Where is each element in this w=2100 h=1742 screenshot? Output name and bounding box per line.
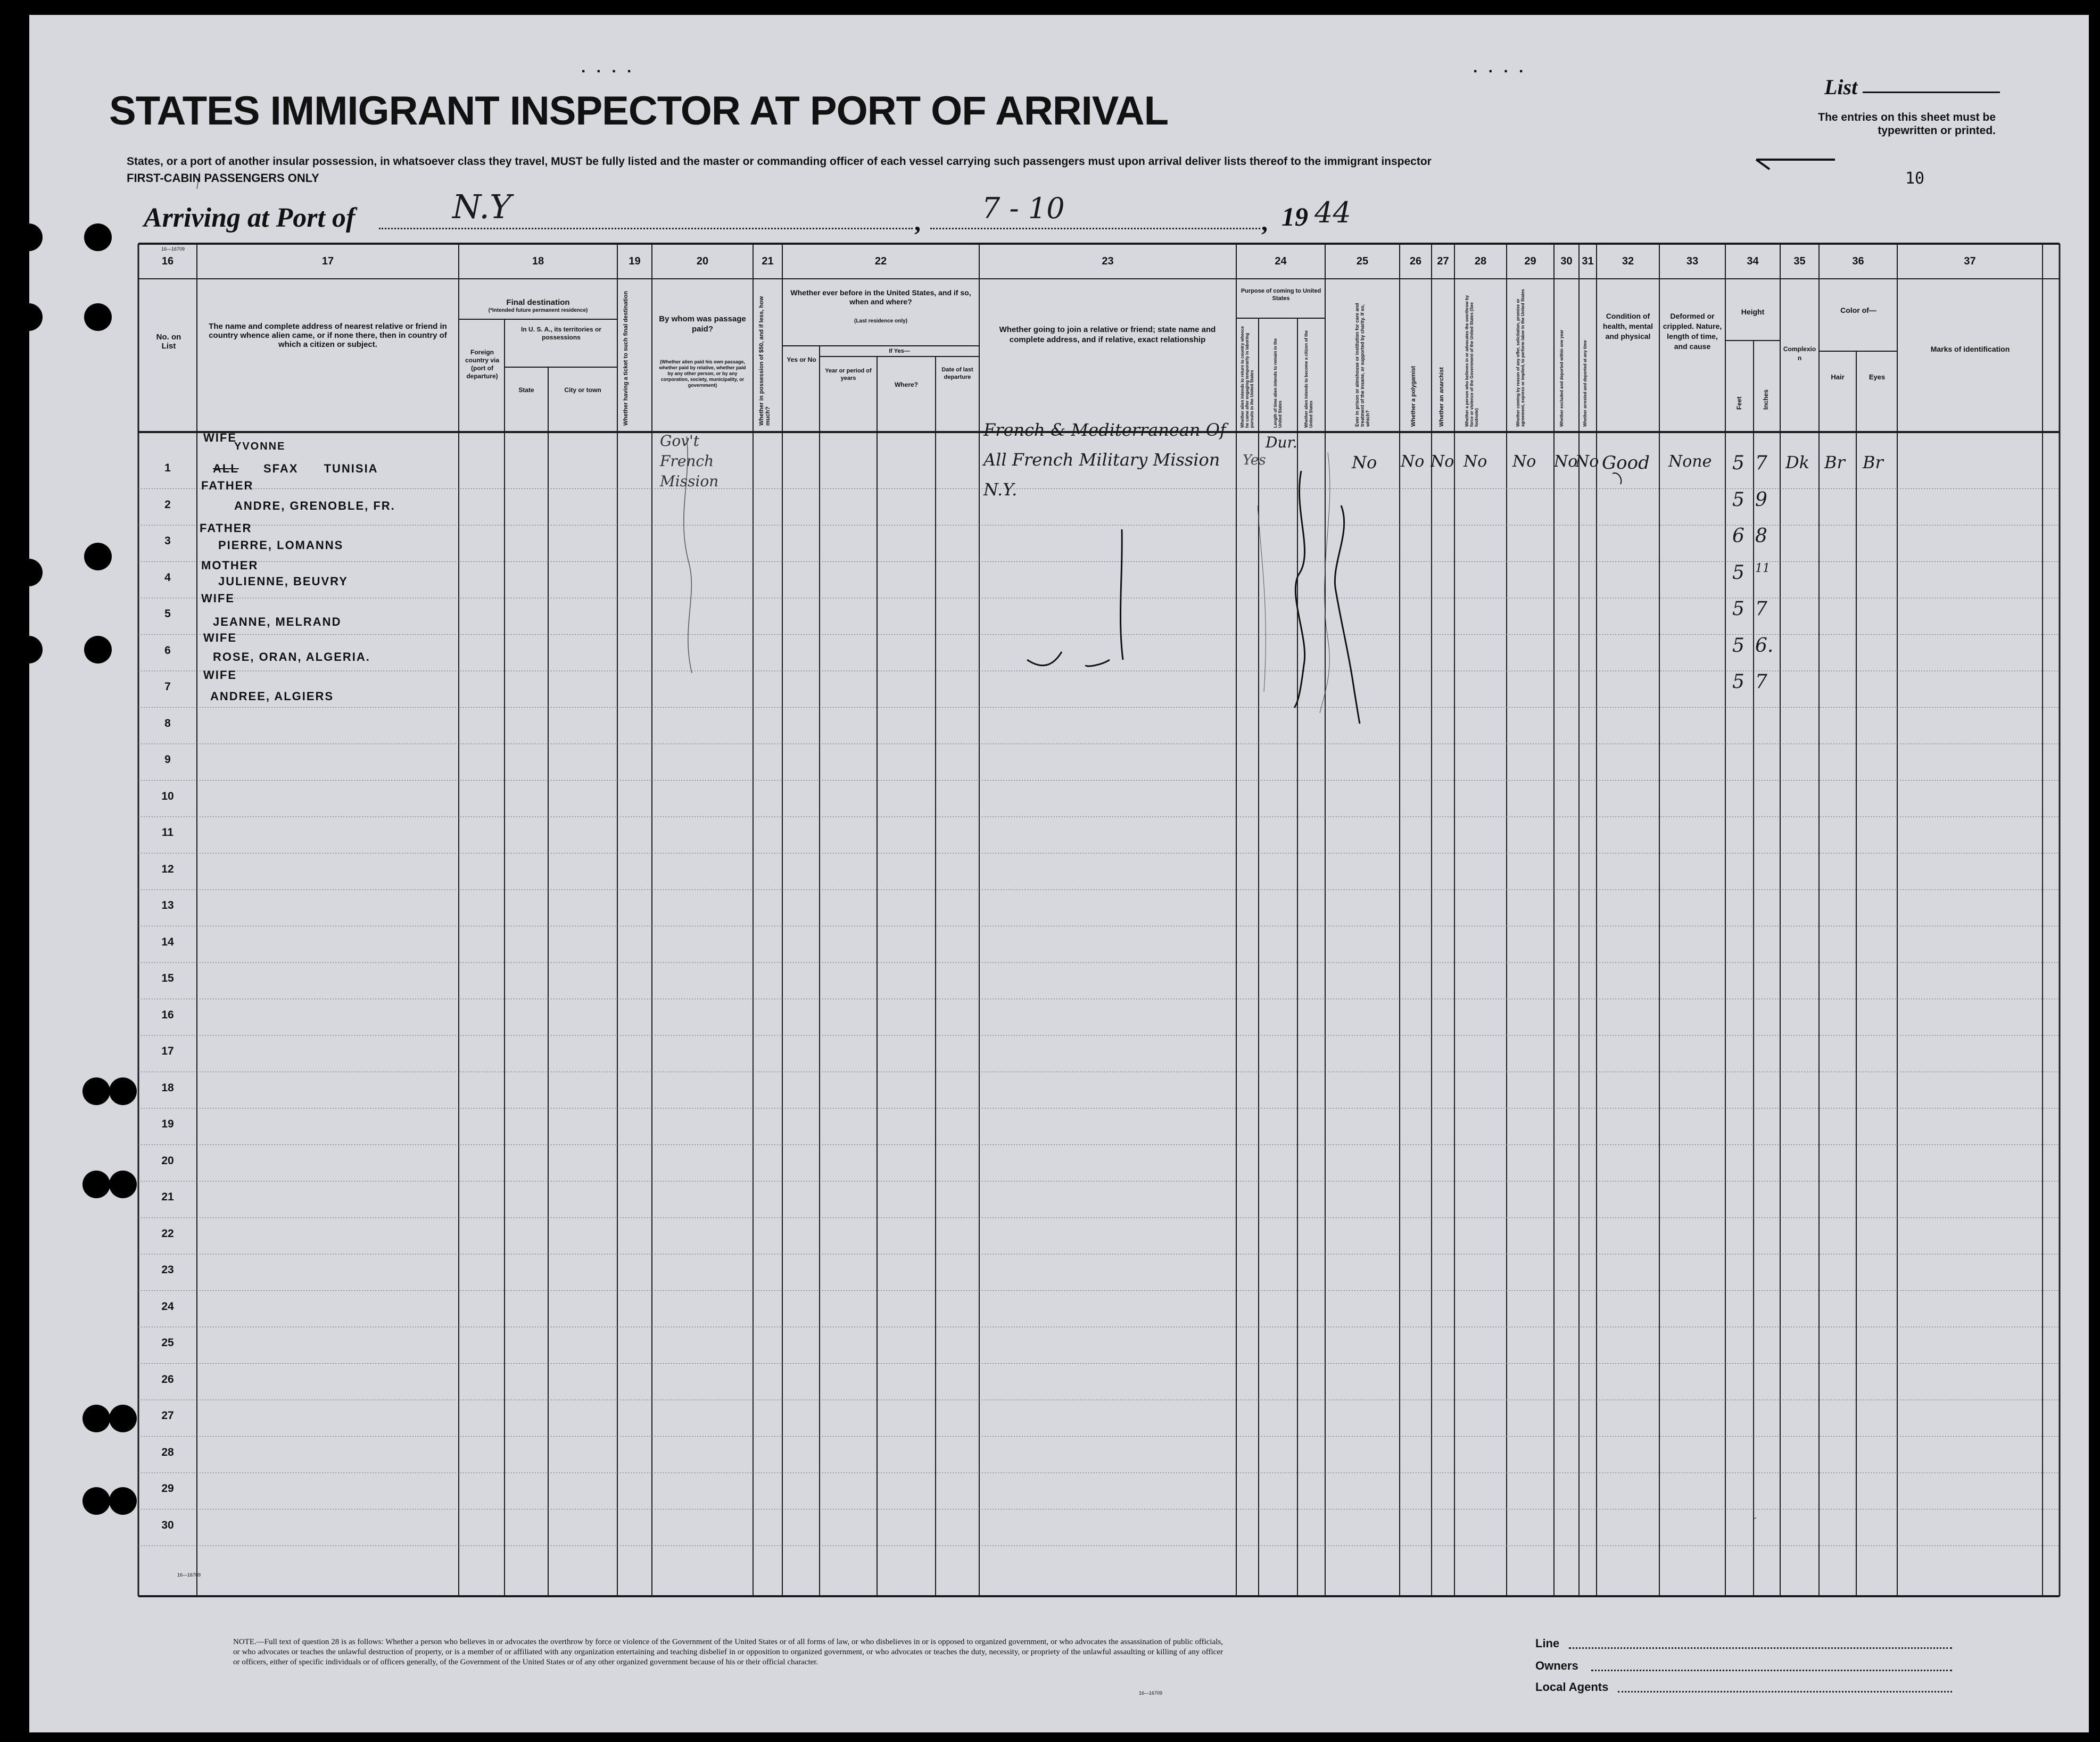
row-number: 16	[161, 1008, 174, 1021]
footer-agents-label: Local Agents	[1535, 1680, 1609, 1694]
row-number: 5	[164, 608, 171, 620]
row-number: 20	[161, 1154, 174, 1167]
row-number: 28	[161, 1446, 174, 1458]
comma: ,	[1261, 208, 1268, 236]
port-value: N.Y	[452, 187, 511, 226]
q31-value: No	[1575, 452, 1599, 471]
header-nearest-relative: The name and complete address of nearest relative or friend in country whence alien came, or if none there, then in country of which a citizen or subject.	[209, 322, 447, 349]
col-number: 18	[532, 255, 544, 267]
col-number: 29	[1524, 255, 1536, 267]
deformed-value: None	[1668, 452, 1712, 471]
date-value: 7 - 10	[982, 192, 1065, 225]
purpose-b-value: Dur.	[1266, 434, 1297, 451]
entry-1-relative: YVONNE	[234, 441, 286, 452]
col-number: 36	[1852, 255, 1864, 267]
entry-7-relation: WIFE	[203, 668, 237, 682]
row-number: 21	[161, 1191, 174, 1203]
row-number: 29	[161, 1482, 174, 1495]
height-feet: 5	[1732, 671, 1745, 693]
header-q31: Whether arrested and deported at any time	[1583, 340, 1588, 427]
q28-value: No	[1464, 452, 1487, 471]
entry-2-relation: FATHER	[201, 479, 254, 492]
header-q30: Whether excluded and deported within one year	[1559, 329, 1564, 427]
q29-value: No	[1512, 452, 1536, 471]
entry-5-relation: WIFE	[201, 592, 235, 605]
row-number: 18	[161, 1081, 174, 1094]
height-inches: 6.	[1755, 634, 1774, 657]
row-number: 22	[161, 1227, 174, 1240]
header-purpose: Purpose of coming to United States	[1241, 288, 1321, 302]
header-height: Height	[1741, 308, 1765, 316]
complexion-value: Dk	[1785, 452, 1810, 472]
height-inches: 7	[1755, 452, 1767, 474]
footer-agents-field	[1618, 1691, 1952, 1693]
col-number: 25	[1356, 255, 1369, 267]
entry-7-address: ANDREE, ALGIERS	[210, 690, 334, 703]
row-number: 3	[164, 535, 171, 547]
row-number: 27	[161, 1409, 174, 1422]
header-marks: Marks of identification	[1930, 345, 2010, 353]
header-where: Where?	[894, 381, 918, 388]
row-number: 13	[161, 899, 174, 911]
row-number: 12	[161, 862, 174, 875]
comma: ,	[914, 208, 921, 236]
form-code: 16—16709	[161, 246, 185, 252]
header-join-relative: Whether going to join a relative or friend; state name and complete address, and if relative, exact relationship	[999, 325, 1216, 344]
row-number: 8	[164, 717, 171, 729]
row-number: 23	[161, 1264, 174, 1276]
col-number: 24	[1275, 255, 1287, 267]
header-q29: Whether coming by reason of any offer, solicitation, promise or agreement, express or implied, to perform labor in the United States	[1516, 289, 1525, 427]
hair-value: Br	[1824, 452, 1845, 472]
header-ever-before-sub: (Last residence only)	[854, 318, 908, 324]
row-number: 26	[161, 1373, 174, 1386]
col-number: 37	[1964, 255, 1976, 267]
header-purpose-b: Length of time alien intends to remain in the United States	[1273, 338, 1283, 428]
header-prison: Ever in prison or almshouse or institution for care and treatment of the insane, or supported by charity. If so, which?	[1354, 303, 1370, 427]
footnote-q28: NOTE.—Full text of question 28 is as follows: Whether a person who believes in or advocates the overthrow by force or violence of the Government of the United States or of all forms of law, or who disbelieves in or is opposed to organized government, or who advocates the assassination of public officials, or who advocates or teaches the unlawful destruction of property, or is a member of or affiliated with any organization entertaining and teaching disbelief in or opposition to organized government, or who advocates or teaches the duty, necessity, or propriety of the unlawful assaulting or killing of any officer or officers, either of specific individuals or of officers generally, of the Government of the United States or of any other organized government because of his or their official character.	[233, 1638, 1223, 1666]
col-number: 19	[629, 255, 641, 267]
col-number: 30	[1560, 255, 1573, 267]
header-purpose-a: Whether alien intends to return to country whence he came after engaging temporarily in laboring pursuits in the United States	[1240, 326, 1254, 428]
form-code-bottom: 16—16709	[177, 1572, 201, 1578]
header-eyes: Eyes	[1868, 373, 1886, 381]
entries-note: The entries on this sheet must be typewritten or printed.	[1818, 111, 1996, 137]
header-color-of: Color of—	[1840, 306, 1876, 314]
col-number: 17	[321, 255, 334, 267]
header-yes-no: Yes or No	[787, 356, 816, 363]
height-inches: 7	[1755, 598, 1767, 620]
height-feet: 5	[1732, 452, 1745, 474]
header-passage-paid: By whom was passage paid?	[659, 314, 746, 334]
col-number: 32	[1622, 255, 1634, 267]
header-q28: Whether a person who believes in or advocates the overthrow by force or violence of the Government of the United States (See footnote)	[1465, 295, 1479, 427]
header-if-yes: If Yes—	[889, 348, 910, 354]
passage-paid-value: Gov't French Mission	[660, 432, 719, 490]
header-state: State	[518, 386, 534, 394]
row-number: 6	[164, 644, 171, 657]
header-complexion: Complexion	[1783, 345, 1816, 362]
header-health: Condition of health, mental and physical	[1602, 312, 1653, 341]
entry-2-address: ANDRE, GRENOBLE, FR.	[234, 499, 395, 512]
entry-6-relation: WIFE	[203, 631, 237, 644]
height-feet: 5	[1732, 598, 1745, 620]
col-number: 16	[161, 255, 174, 267]
header-inches: Inches	[1762, 389, 1770, 410]
row-number: 25	[161, 1337, 174, 1349]
header-dots: . . . .	[581, 59, 635, 76]
header-final-destination-sub: (*Intended future permanent residence)	[488, 308, 588, 313]
row-number: 30	[161, 1519, 174, 1531]
header-foreign-country: Foreign country via (port of departure)	[465, 349, 500, 380]
row-number: 7	[164, 681, 171, 693]
row-number: 24	[161, 1300, 174, 1313]
row-number: 17	[161, 1045, 174, 1057]
header-city: City or town	[564, 386, 601, 394]
col-number: 27	[1437, 255, 1449, 267]
header-possession-50: Whether in possession of $50, and if less, how much?	[758, 296, 771, 426]
header-passage-paid-sub: (Whether alien paid his own passage, whether paid by relative, whether paid by any other person, or by any corporation, society, municipality, or government)	[659, 359, 746, 388]
header-polygamist: Whether a polygamist	[1410, 366, 1417, 427]
header-purpose-c: Whether alien intends to become a citizen of the United States	[1304, 330, 1313, 428]
height-inches: 7	[1755, 671, 1767, 693]
header-in-usa: In U. S. A., its territories or possessions	[521, 326, 601, 341]
header-dots: . . . .	[1473, 59, 1527, 76]
header-final-destination: Final destination	[506, 298, 570, 307]
entry-5-address: JEANNE, MELRAND	[213, 615, 342, 628]
col-number: 23	[1102, 255, 1114, 267]
page-number: 10	[1905, 169, 1925, 188]
col-number: 26	[1409, 255, 1422, 267]
col-number: 33	[1686, 255, 1699, 267]
height-feet: 5	[1732, 634, 1745, 657]
arriving-label: Arriving at Port of	[144, 203, 355, 233]
entry-4-relation: MOTHER	[201, 559, 259, 572]
entry-6-address: ROSE, ORAN, ALGERIA.	[213, 650, 370, 663]
health-value: Good	[1602, 452, 1650, 474]
row-number: 1	[164, 462, 171, 474]
prison-value: No	[1352, 452, 1377, 472]
page-title: STATES IMMIGRANT INSPECTOR AT PORT OF ARRIVAL	[109, 88, 1169, 134]
list-label: List	[1824, 75, 1858, 99]
footer-owners-label: Owners	[1535, 1659, 1578, 1672]
footer-line-label: Line	[1535, 1637, 1560, 1650]
header-no-on-list: No. on List	[156, 333, 181, 351]
polygamist-value: No	[1401, 452, 1425, 471]
col-number: 34	[1747, 255, 1759, 267]
height-inches: 11	[1755, 561, 1770, 575]
eyes-value: Br	[1863, 452, 1883, 472]
row-number: 4	[164, 571, 171, 584]
row-number: 11	[161, 826, 174, 839]
col-number: 31	[1582, 255, 1594, 267]
entry-3-address: PIERRE, LOMANNS	[218, 538, 344, 552]
entry-1-address: SFAX TUNISIA	[263, 462, 378, 475]
row-number: 15	[161, 972, 174, 984]
height-feet: 5	[1732, 488, 1745, 511]
join-relative-value: French & Mediterranean Of All French Military Mission N.Y.	[983, 420, 1226, 500]
header-ever-before: Whether ever before in the United States, and if so, when and where?	[790, 288, 971, 306]
col-number: 22	[874, 255, 887, 267]
form-code-footer: 16—16709	[1139, 1690, 1163, 1696]
height-feet: 5	[1732, 561, 1745, 584]
header-ticket: Whether having a ticket to such final destination	[623, 291, 629, 426]
header-feet: Feet	[1735, 396, 1743, 410]
height-inches: 8	[1755, 525, 1767, 547]
header-date-departure: Date of last departure	[941, 367, 973, 380]
header-year-period: Year or period of years	[825, 368, 872, 381]
row-number: 19	[161, 1118, 174, 1130]
year-prefix: 19	[1282, 202, 1308, 231]
page-subtitle: States, or a port of another insular possession, in whatsoever class they travel, MUST be fully listed and the master or commanding officer of each vessel carrying such passengers must upon arrival deliver lists thereof to the immigrant inspector	[127, 155, 1432, 168]
entry-1-struck: ALL	[213, 462, 239, 475]
row-number: 2	[164, 498, 171, 511]
year-suffix: 44	[1314, 196, 1351, 229]
row-number: 10	[161, 790, 174, 802]
col-number: 20	[696, 255, 709, 267]
row-number: 14	[161, 935, 174, 948]
entry-3-relation: FATHER	[200, 521, 252, 535]
col-number: 28	[1474, 255, 1487, 267]
footer-owners-field	[1591, 1670, 1952, 1671]
entry-4-address: JULIENNE, BEUVRY	[218, 575, 348, 588]
header-hair: Hair	[1831, 373, 1845, 381]
row-number: 9	[164, 753, 171, 766]
anarchist-value: No	[1431, 452, 1454, 471]
entry-1-relation: WIFE	[203, 431, 237, 444]
col-number: 21	[762, 255, 774, 267]
footer-line-field	[1569, 1647, 1952, 1649]
q30-value: No	[1554, 452, 1578, 471]
purpose-value: Yes	[1243, 452, 1266, 468]
cabin-class: FIRST-CABIN PASSENGERS ONLY	[127, 171, 319, 185]
col-number: 35	[1793, 255, 1806, 267]
header-anarchist: Whether an anarchist	[1438, 367, 1445, 427]
height-inches: 9	[1755, 488, 1767, 511]
height-feet: 6	[1732, 525, 1745, 547]
header-deformed: Deformed or crippled. Nature, length of time, and cause	[1663, 312, 1722, 351]
